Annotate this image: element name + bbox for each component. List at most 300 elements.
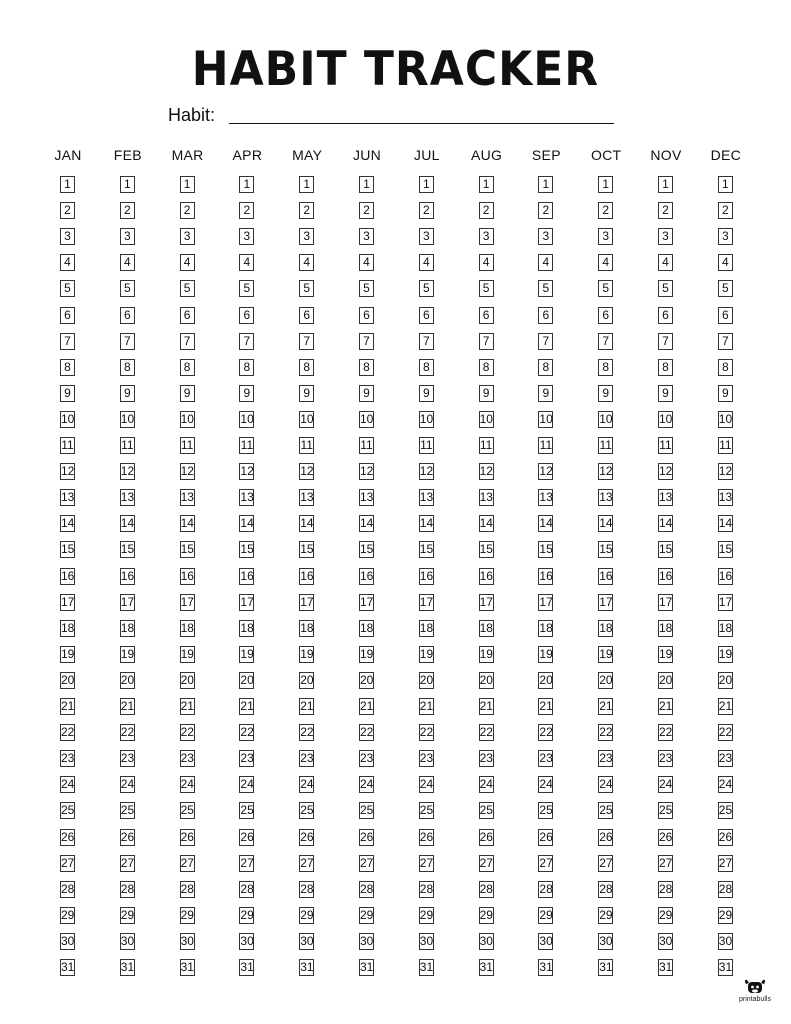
day-checkbox[interactable]: 5 [60, 280, 75, 297]
day-checkbox[interactable]: 22 [300, 725, 314, 740]
day-checkbox[interactable]: 3 [718, 228, 733, 245]
day-checkbox[interactable]: 9 [120, 385, 135, 402]
day-checkbox[interactable]: 25 [599, 803, 613, 818]
day-checkbox[interactable]: 26 [659, 829, 673, 844]
day-checkbox[interactable]: 24 [61, 777, 75, 792]
day-checkbox[interactable]: 28 [659, 881, 673, 896]
day-checkbox[interactable]: 20 [479, 672, 493, 687]
day-checkbox[interactable]: 2 [120, 202, 135, 219]
day-checkbox[interactable]: 10 [419, 411, 434, 426]
day-checkbox[interactable]: 23 [718, 751, 733, 766]
day-checkbox[interactable]: 20 [718, 672, 733, 687]
day-checkbox[interactable]: 11 [360, 438, 373, 452]
day-checkbox[interactable]: 19 [599, 646, 613, 661]
day-checkbox[interactable]: 29 [240, 907, 254, 922]
day-checkbox[interactable]: 9 [180, 385, 195, 402]
day-checkbox[interactable]: 30 [180, 933, 194, 948]
day-checkbox[interactable]: 23 [659, 751, 673, 766]
day-checkbox[interactable]: 17 [479, 594, 493, 609]
day-checkbox[interactable]: 1 [180, 176, 195, 193]
day-checkbox[interactable]: 8 [299, 359, 314, 376]
day-checkbox[interactable]: 30 [419, 933, 434, 948]
day-checkbox[interactable]: 21 [61, 699, 75, 713]
day-checkbox[interactable]: 20 [539, 672, 553, 687]
day-checkbox[interactable]: 27 [180, 855, 194, 870]
day-checkbox[interactable]: 14 [240, 516, 254, 531]
day-checkbox[interactable]: 20 [419, 672, 434, 687]
day-checkbox[interactable]: 6 [658, 307, 673, 324]
day-checkbox[interactable]: 30 [599, 933, 613, 948]
day-checkbox[interactable]: 16 [539, 568, 553, 583]
day-checkbox[interactable]: 28 [61, 881, 75, 896]
day-checkbox[interactable]: 11 [719, 438, 732, 452]
day-checkbox[interactable]: 4 [479, 254, 494, 271]
day-checkbox[interactable]: 2 [239, 202, 254, 219]
day-checkbox[interactable]: 10 [61, 411, 75, 426]
day-checkbox[interactable]: 23 [300, 751, 314, 766]
day-checkbox[interactable]: 24 [539, 777, 553, 792]
day-checkbox[interactable]: 6 [598, 307, 613, 324]
day-checkbox[interactable]: 13 [539, 490, 553, 505]
day-checkbox[interactable]: 24 [479, 777, 493, 792]
day-checkbox[interactable]: 22 [180, 725, 194, 740]
day-checkbox[interactable]: 30 [360, 933, 374, 948]
day-checkbox[interactable]: 30 [479, 933, 493, 948]
day-checkbox[interactable]: 3 [658, 228, 673, 245]
day-checkbox[interactable]: 17 [180, 594, 194, 609]
day-checkbox[interactable]: 19 [659, 646, 673, 661]
day-checkbox[interactable]: 17 [360, 594, 374, 609]
day-checkbox[interactable]: 25 [61, 803, 75, 818]
day-checkbox[interactable]: 18 [61, 620, 75, 635]
day-checkbox[interactable]: 1 [120, 176, 135, 193]
day-checkbox[interactable]: 16 [120, 568, 135, 583]
day-checkbox[interactable]: 18 [120, 620, 135, 635]
day-checkbox[interactable]: 4 [718, 254, 733, 271]
day-checkbox[interactable]: 21 [539, 699, 553, 713]
day-checkbox[interactable]: 8 [60, 359, 75, 376]
day-checkbox[interactable]: 1 [239, 176, 254, 193]
day-checkbox[interactable]: 18 [539, 620, 553, 635]
day-checkbox[interactable]: 12 [120, 464, 135, 479]
day-checkbox[interactable]: 12 [300, 464, 314, 479]
day-checkbox[interactable]: 2 [479, 202, 494, 219]
day-checkbox[interactable]: 1 [359, 176, 374, 193]
day-checkbox[interactable]: 29 [599, 907, 613, 922]
day-checkbox[interactable]: 2 [538, 202, 553, 219]
day-checkbox[interactable]: 29 [419, 907, 434, 922]
day-checkbox[interactable]: 17 [240, 594, 254, 609]
day-checkbox[interactable]: 31 [718, 960, 733, 974]
day-checkbox[interactable]: 31 [120, 960, 135, 974]
day-checkbox[interactable]: 5 [479, 280, 494, 297]
day-checkbox[interactable]: 9 [598, 385, 613, 402]
day-checkbox[interactable]: 9 [538, 385, 553, 402]
day-checkbox[interactable]: 13 [419, 490, 434, 505]
day-checkbox[interactable]: 8 [239, 359, 254, 376]
day-checkbox[interactable]: 29 [479, 907, 493, 922]
day-checkbox[interactable]: 4 [359, 254, 374, 271]
day-checkbox[interactable]: 3 [419, 228, 434, 245]
day-checkbox[interactable]: 26 [718, 829, 733, 844]
day-checkbox[interactable]: 7 [60, 333, 75, 350]
day-checkbox[interactable]: 6 [718, 307, 733, 324]
day-checkbox[interactable]: 29 [718, 907, 733, 922]
day-checkbox[interactable]: 28 [300, 881, 314, 896]
day-checkbox[interactable]: 26 [240, 829, 254, 844]
day-checkbox[interactable]: 24 [718, 777, 733, 792]
day-checkbox[interactable]: 30 [61, 933, 75, 948]
day-checkbox[interactable]: 28 [718, 881, 733, 896]
day-checkbox[interactable]: 20 [61, 672, 75, 687]
day-checkbox[interactable]: 22 [61, 725, 75, 740]
day-checkbox[interactable]: 25 [479, 803, 493, 818]
day-checkbox[interactable]: 7 [120, 333, 135, 350]
day-checkbox[interactable]: 13 [360, 490, 374, 505]
day-checkbox[interactable]: 1 [419, 176, 434, 193]
day-checkbox[interactable]: 30 [539, 933, 553, 948]
day-checkbox[interactable]: 11 [180, 438, 194, 452]
day-checkbox[interactable]: 7 [359, 333, 374, 350]
day-checkbox[interactable]: 11 [61, 438, 74, 452]
day-checkbox[interactable]: 19 [360, 646, 374, 661]
day-checkbox[interactable]: 21 [360, 699, 374, 713]
day-checkbox[interactable]: 27 [419, 855, 434, 870]
day-checkbox[interactable]: 16 [240, 568, 254, 583]
day-checkbox[interactable]: 7 [538, 333, 553, 350]
day-checkbox[interactable]: 15 [599, 542, 613, 557]
day-checkbox[interactable]: 26 [180, 829, 194, 844]
day-checkbox[interactable]: 15 [659, 542, 673, 557]
day-checkbox[interactable]: 27 [61, 855, 75, 870]
day-checkbox[interactable]: 22 [240, 725, 254, 740]
day-checkbox[interactable]: 5 [299, 280, 314, 297]
day-checkbox[interactable]: 17 [659, 594, 673, 609]
day-checkbox[interactable]: 29 [300, 907, 314, 922]
day-checkbox[interactable]: 23 [599, 751, 613, 766]
day-checkbox[interactable]: 22 [360, 725, 374, 740]
day-checkbox[interactable]: 7 [299, 333, 314, 350]
day-checkbox[interactable]: 12 [360, 464, 374, 479]
day-checkbox[interactable]: 16 [659, 568, 673, 583]
day-checkbox[interactable]: 3 [299, 228, 314, 245]
day-checkbox[interactable]: 3 [538, 228, 553, 245]
day-checkbox[interactable]: 11 [121, 438, 134, 452]
day-checkbox[interactable]: 10 [300, 411, 314, 426]
day-checkbox[interactable]: 15 [240, 542, 254, 557]
day-checkbox[interactable]: 27 [240, 855, 254, 870]
day-checkbox[interactable]: 15 [539, 542, 553, 557]
day-checkbox[interactable]: 26 [300, 829, 314, 844]
day-checkbox[interactable]: 18 [300, 620, 314, 635]
day-checkbox[interactable]: 23 [419, 751, 434, 766]
day-checkbox[interactable]: 14 [360, 516, 374, 531]
day-checkbox[interactable]: 20 [120, 672, 135, 687]
day-checkbox[interactable]: 25 [300, 803, 314, 818]
day-checkbox[interactable]: 15 [360, 542, 374, 557]
day-checkbox[interactable]: 14 [479, 516, 493, 531]
day-checkbox[interactable]: 13 [61, 490, 75, 505]
day-checkbox[interactable]: 13 [180, 490, 194, 505]
day-checkbox[interactable]: 14 [61, 516, 75, 531]
day-checkbox[interactable]: 19 [120, 646, 135, 661]
day-checkbox[interactable]: 4 [538, 254, 553, 271]
day-checkbox[interactable]: 29 [360, 907, 374, 922]
day-checkbox[interactable]: 14 [120, 516, 135, 531]
day-checkbox[interactable]: 5 [239, 280, 254, 297]
day-checkbox[interactable]: 14 [718, 516, 733, 531]
day-checkbox[interactable]: 27 [300, 855, 314, 870]
day-checkbox[interactable]: 19 [180, 646, 194, 661]
day-checkbox[interactable]: 17 [599, 594, 613, 609]
day-checkbox[interactable]: 4 [239, 254, 254, 271]
day-checkbox[interactable]: 4 [180, 254, 195, 271]
day-checkbox[interactable]: 31 [539, 960, 553, 974]
day-checkbox[interactable]: 23 [180, 751, 194, 766]
day-checkbox[interactable]: 27 [599, 855, 613, 870]
day-checkbox[interactable]: 26 [419, 829, 434, 844]
day-checkbox[interactable]: 8 [538, 359, 553, 376]
day-checkbox[interactable]: 12 [479, 464, 493, 479]
day-checkbox[interactable]: 28 [120, 881, 135, 896]
day-checkbox[interactable]: 22 [659, 725, 673, 740]
day-checkbox[interactable]: 21 [180, 699, 194, 713]
day-checkbox[interactable]: 30 [240, 933, 254, 948]
day-checkbox[interactable]: 22 [718, 725, 733, 740]
day-checkbox[interactable]: 6 [299, 307, 314, 324]
day-checkbox[interactable]: 16 [61, 568, 75, 583]
day-checkbox[interactable]: 1 [658, 176, 673, 193]
day-checkbox[interactable]: 27 [718, 855, 733, 870]
day-checkbox[interactable]: 7 [180, 333, 195, 350]
day-checkbox[interactable]: 5 [419, 280, 434, 297]
day-checkbox[interactable]: 2 [658, 202, 673, 219]
day-checkbox[interactable]: 29 [180, 907, 194, 922]
day-checkbox[interactable]: 11 [420, 438, 433, 452]
day-checkbox[interactable]: 3 [479, 228, 494, 245]
day-checkbox[interactable]: 2 [419, 202, 434, 219]
day-checkbox[interactable]: 2 [359, 202, 374, 219]
day-checkbox[interactable]: 27 [539, 855, 553, 870]
day-checkbox[interactable]: 15 [479, 542, 493, 557]
day-checkbox[interactable]: 14 [419, 516, 434, 531]
day-checkbox[interactable]: 25 [240, 803, 254, 818]
day-checkbox[interactable]: 13 [718, 490, 733, 505]
day-checkbox[interactable]: 22 [599, 725, 613, 740]
day-checkbox[interactable]: 17 [300, 594, 314, 609]
day-checkbox[interactable]: 26 [599, 829, 613, 844]
day-checkbox[interactable]: 15 [61, 542, 75, 557]
day-checkbox[interactable]: 8 [120, 359, 135, 376]
day-checkbox[interactable]: 31 [300, 960, 314, 974]
day-checkbox[interactable]: 27 [360, 855, 374, 870]
day-checkbox[interactable]: 3 [120, 228, 135, 245]
day-checkbox[interactable]: 2 [598, 202, 613, 219]
day-checkbox[interactable]: 18 [360, 620, 374, 635]
day-checkbox[interactable]: 24 [360, 777, 374, 792]
day-checkbox[interactable]: 10 [539, 411, 553, 426]
day-checkbox[interactable]: 8 [359, 359, 374, 376]
day-checkbox[interactable]: 8 [180, 359, 195, 376]
day-checkbox[interactable]: 20 [659, 672, 673, 687]
day-checkbox[interactable]: 31 [599, 960, 613, 974]
day-checkbox[interactable]: 4 [299, 254, 314, 271]
day-checkbox[interactable]: 1 [60, 176, 75, 193]
day-checkbox[interactable]: 29 [539, 907, 553, 922]
day-checkbox[interactable]: 9 [479, 385, 494, 402]
day-checkbox[interactable]: 21 [659, 699, 673, 713]
day-checkbox[interactable]: 1 [538, 176, 553, 193]
day-checkbox[interactable]: 17 [61, 594, 75, 609]
day-checkbox[interactable]: 13 [300, 490, 314, 505]
day-checkbox[interactable]: 27 [479, 855, 493, 870]
day-checkbox[interactable]: 9 [299, 385, 314, 402]
day-checkbox[interactable]: 2 [180, 202, 195, 219]
day-checkbox[interactable]: 16 [419, 568, 434, 583]
day-checkbox[interactable]: 16 [360, 568, 374, 583]
day-checkbox[interactable]: 24 [599, 777, 613, 792]
day-checkbox[interactable]: 18 [180, 620, 194, 635]
day-checkbox[interactable]: 23 [120, 751, 135, 766]
day-checkbox[interactable]: 29 [659, 907, 673, 922]
day-checkbox[interactable]: 25 [718, 803, 733, 818]
day-checkbox[interactable]: 24 [180, 777, 194, 792]
day-checkbox[interactable]: 5 [120, 280, 135, 297]
day-checkbox[interactable]: 7 [598, 333, 613, 350]
day-checkbox[interactable]: 19 [240, 646, 254, 661]
day-checkbox[interactable]: 8 [479, 359, 494, 376]
day-checkbox[interactable]: 18 [479, 620, 493, 635]
day-checkbox[interactable]: 9 [60, 385, 75, 402]
day-checkbox[interactable]: 5 [658, 280, 673, 297]
day-checkbox[interactable]: 11 [300, 438, 313, 452]
day-checkbox[interactable]: 31 [61, 960, 75, 974]
day-checkbox[interactable]: 21 [419, 699, 434, 713]
day-checkbox[interactable]: 28 [479, 881, 493, 896]
day-checkbox[interactable]: 12 [718, 464, 733, 479]
day-checkbox[interactable]: 28 [419, 881, 434, 896]
day-checkbox[interactable]: 24 [419, 777, 434, 792]
day-checkbox[interactable]: 23 [61, 751, 75, 766]
day-checkbox[interactable]: 30 [718, 933, 733, 948]
day-checkbox[interactable]: 10 [479, 411, 493, 426]
habit-write-line[interactable] [229, 123, 614, 124]
day-checkbox[interactable]: 6 [479, 307, 494, 324]
day-checkbox[interactable]: 6 [180, 307, 195, 324]
day-checkbox[interactable]: 25 [180, 803, 194, 818]
day-checkbox[interactable]: 2 [299, 202, 314, 219]
day-checkbox[interactable]: 20 [360, 672, 374, 687]
day-checkbox[interactable]: 18 [240, 620, 254, 635]
day-checkbox[interactable]: 7 [658, 333, 673, 350]
day-checkbox[interactable]: 6 [538, 307, 553, 324]
day-checkbox[interactable]: 10 [240, 411, 254, 426]
day-checkbox[interactable]: 3 [598, 228, 613, 245]
day-checkbox[interactable]: 4 [60, 254, 75, 271]
day-checkbox[interactable]: 19 [300, 646, 314, 661]
day-checkbox[interactable]: 13 [659, 490, 673, 505]
day-checkbox[interactable]: 31 [659, 960, 673, 974]
day-checkbox[interactable]: 16 [300, 568, 314, 583]
day-checkbox[interactable]: 22 [479, 725, 493, 740]
day-checkbox[interactable]: 14 [659, 516, 673, 531]
day-checkbox[interactable]: 9 [419, 385, 434, 402]
day-checkbox[interactable]: 13 [479, 490, 493, 505]
day-checkbox[interactable]: 31 [360, 960, 374, 974]
day-checkbox[interactable]: 16 [599, 568, 613, 583]
day-checkbox[interactable]: 9 [239, 385, 254, 402]
day-checkbox[interactable]: 5 [598, 280, 613, 297]
day-checkbox[interactable]: 12 [659, 464, 673, 479]
day-checkbox[interactable]: 19 [61, 646, 75, 661]
day-checkbox[interactable]: 23 [360, 751, 374, 766]
day-checkbox[interactable]: 14 [599, 516, 613, 531]
day-checkbox[interactable]: 1 [299, 176, 314, 193]
day-checkbox[interactable]: 8 [419, 359, 434, 376]
day-checkbox[interactable]: 6 [419, 307, 434, 324]
day-checkbox[interactable]: 19 [539, 646, 553, 661]
day-checkbox[interactable]: 16 [180, 568, 194, 583]
day-checkbox[interactable]: 10 [360, 411, 374, 426]
day-checkbox[interactable]: 14 [539, 516, 553, 531]
day-checkbox[interactable]: 11 [539, 438, 553, 452]
day-checkbox[interactable]: 24 [300, 777, 314, 792]
day-checkbox[interactable]: 22 [120, 725, 135, 740]
day-checkbox[interactable]: 24 [240, 777, 254, 792]
day-checkbox[interactable]: 25 [659, 803, 673, 818]
day-checkbox[interactable]: 21 [599, 699, 613, 713]
day-checkbox[interactable]: 31 [419, 960, 434, 974]
day-checkbox[interactable]: 12 [240, 464, 254, 479]
day-checkbox[interactable]: 8 [718, 359, 733, 376]
day-checkbox[interactable]: 26 [360, 829, 374, 844]
day-checkbox[interactable]: 12 [61, 464, 75, 479]
day-checkbox[interactable]: 20 [240, 672, 254, 687]
day-checkbox[interactable]: 25 [120, 803, 135, 818]
day-checkbox[interactable]: 21 [120, 699, 135, 713]
day-checkbox[interactable]: 3 [180, 228, 195, 245]
day-checkbox[interactable]: 27 [659, 855, 673, 870]
day-checkbox[interactable]: 17 [718, 594, 733, 609]
day-checkbox[interactable]: 3 [60, 228, 75, 245]
day-checkbox[interactable]: 6 [239, 307, 254, 324]
day-checkbox[interactable]: 13 [120, 490, 135, 505]
day-checkbox[interactable]: 29 [61, 907, 75, 922]
day-checkbox[interactable]: 25 [419, 803, 434, 818]
day-checkbox[interactable]: 10 [718, 411, 733, 426]
day-checkbox[interactable]: 10 [180, 411, 194, 426]
day-checkbox[interactable]: 28 [240, 881, 254, 896]
day-checkbox[interactable]: 6 [120, 307, 135, 324]
day-checkbox[interactable]: 12 [180, 464, 194, 479]
day-checkbox[interactable]: 21 [718, 699, 733, 713]
day-checkbox[interactable]: 1 [598, 176, 613, 193]
day-checkbox[interactable]: 11 [479, 438, 493, 452]
day-checkbox[interactable]: 9 [658, 385, 673, 402]
day-checkbox[interactable]: 19 [479, 646, 493, 661]
day-checkbox[interactable]: 22 [539, 725, 553, 740]
day-checkbox[interactable]: 20 [599, 672, 613, 687]
day-checkbox[interactable]: 7 [419, 333, 434, 350]
day-checkbox[interactable]: 24 [659, 777, 673, 792]
day-checkbox[interactable]: 20 [180, 672, 194, 687]
day-checkbox[interactable]: 15 [180, 542, 194, 557]
day-checkbox[interactable]: 5 [359, 280, 374, 297]
day-checkbox[interactable]: 11 [240, 438, 254, 452]
day-checkbox[interactable]: 26 [61, 829, 75, 844]
day-checkbox[interactable]: 15 [419, 542, 434, 557]
day-checkbox[interactable]: 9 [718, 385, 733, 402]
